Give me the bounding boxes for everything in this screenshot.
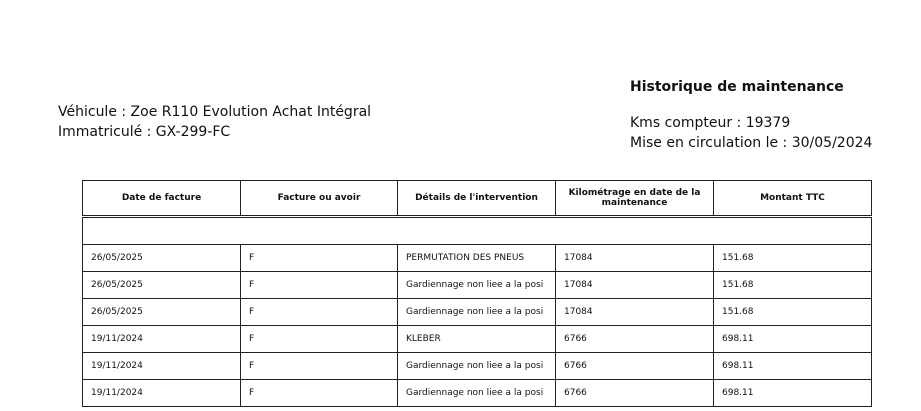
history-title: Historique de maintenance <box>630 79 844 95</box>
cell-amount: 698.11 <box>714 326 872 353</box>
cell-amount: 151.68 <box>714 272 872 299</box>
header-amount: Montant TTC <box>714 181 872 217</box>
cell-type: F <box>241 245 398 272</box>
cell-mileage: 6766 <box>556 353 714 380</box>
cell-details: Gardiennage non liee a la posi <box>398 353 556 380</box>
cell-amount: 698.11 <box>714 380 872 407</box>
table-row <box>83 245 872 272</box>
cell-type: F <box>241 272 398 299</box>
cell-date: 19/11/2024 <box>83 326 241 353</box>
maintenance-table <box>82 180 872 407</box>
cell-amount: 151.68 <box>714 299 872 326</box>
table-row <box>83 326 872 353</box>
vehicle-plate: Immatriculé : GX-299-FC <box>58 124 231 140</box>
cell-date: 26/05/2025 <box>83 272 241 299</box>
table-row <box>83 380 872 407</box>
table-header-row <box>83 181 872 217</box>
cell-date: 26/05/2025 <box>83 299 241 326</box>
header-invoice-date: Date de facture <box>83 181 241 217</box>
header-invoice-type: Facture ou avoir <box>241 181 398 217</box>
table-row <box>83 299 872 326</box>
cell-type: F <box>241 299 398 326</box>
cell-mileage: 17084 <box>556 272 714 299</box>
cell-details: KLEBER <box>398 326 556 353</box>
cell-details: Gardiennage non liee a la posi <box>398 299 556 326</box>
cell-details: Gardiennage non liee a la posi <box>398 272 556 299</box>
odometer-reading: Kms compteur : 19379 <box>630 115 791 131</box>
cell-type: F <box>241 353 398 380</box>
header-intervention-details: Détails de l'intervention <box>398 181 556 217</box>
table-row <box>83 353 872 380</box>
cell-date: 19/11/2024 <box>83 353 241 380</box>
header-mileage: Kilométrage en date de la maintenance <box>556 181 714 217</box>
cell-date: 19/11/2024 <box>83 380 241 407</box>
cell-type: F <box>241 380 398 407</box>
cell-details: Gardiennage non liee a la posi <box>398 380 556 407</box>
cell-mileage: 6766 <box>556 380 714 407</box>
history-block <box>630 77 872 153</box>
cell-mileage: 17084 <box>556 245 714 272</box>
cell-amount: 151.68 <box>714 245 872 272</box>
cell-date: 26/05/2025 <box>83 245 241 272</box>
header-spacer <box>83 217 872 245</box>
registration-date: Mise en circulation le : 30/05/2024 <box>630 135 873 151</box>
table-row <box>83 272 872 299</box>
cell-mileage: 17084 <box>556 299 714 326</box>
cell-type: F <box>241 326 398 353</box>
vehicle-info <box>58 102 371 142</box>
cell-details: PERMUTATION DES PNEUS <box>398 245 556 272</box>
cell-amount: 698.11 <box>714 353 872 380</box>
cell-mileage: 6766 <box>556 326 714 353</box>
vehicle-model: Véhicule : Zoe R110 Evolution Achat Intégral <box>58 104 372 120</box>
